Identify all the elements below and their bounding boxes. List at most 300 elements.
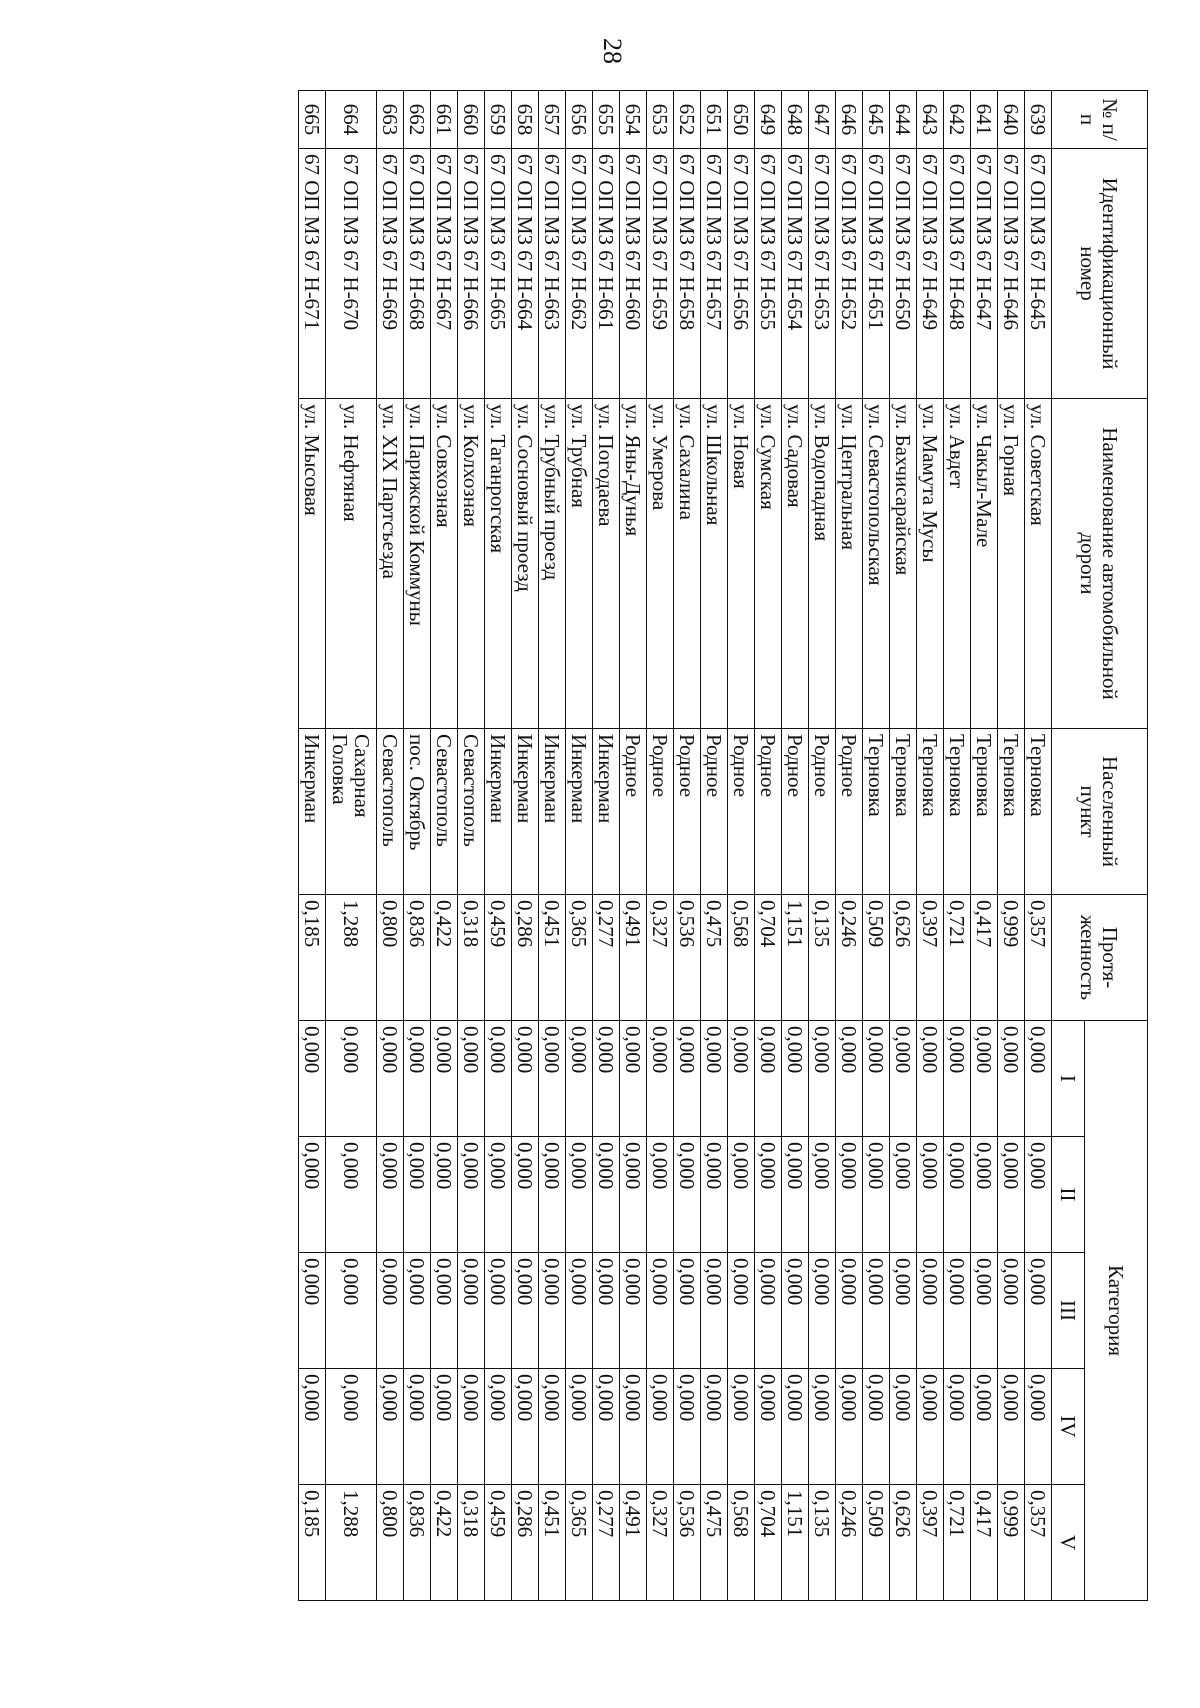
cell-cat-4: 0,000 bbox=[620, 1369, 647, 1485]
cell-length: 0,451 bbox=[539, 895, 566, 1021]
cell-id: 67 ОП МЗ 67 Н-668 bbox=[404, 149, 431, 399]
cell-place: Родное bbox=[782, 729, 809, 895]
cell-cat-3: 0,000 bbox=[404, 1253, 431, 1369]
cell-place: Терновка bbox=[971, 729, 998, 895]
cell-road-name: ул. Садовая bbox=[782, 399, 809, 729]
cell-road-name: ул. Центральная bbox=[836, 399, 863, 729]
cell-cat-5: 0,327 bbox=[647, 1485, 674, 1601]
page-number: 28 bbox=[598, 38, 627, 64]
cell-cat-5: 0,397 bbox=[917, 1485, 944, 1601]
cell-cat-5: 0,451 bbox=[539, 1485, 566, 1601]
cell-num: 645 bbox=[863, 91, 890, 149]
cell-num: 646 bbox=[836, 91, 863, 149]
cell-cat-1: 0,000 bbox=[431, 1021, 458, 1137]
cell-cat-4: 0,000 bbox=[512, 1369, 539, 1485]
cell-cat-5: 0,365 bbox=[566, 1485, 593, 1601]
cell-num: 659 bbox=[485, 91, 512, 149]
cell-length: 0,836 bbox=[404, 895, 431, 1021]
cell-cat-4: 0,000 bbox=[863, 1369, 890, 1485]
cell-num: 640 bbox=[998, 91, 1025, 149]
cell-cat-2: 0,000 bbox=[458, 1137, 485, 1253]
cell-cat-4: 0,000 bbox=[998, 1369, 1025, 1485]
cell-place: Инкерман bbox=[485, 729, 512, 895]
cell-cat-5: 0,277 bbox=[593, 1485, 620, 1601]
cell-cat-4: 0,000 bbox=[326, 1369, 377, 1485]
cell-cat-2: 0,000 bbox=[971, 1137, 998, 1253]
cell-cat-1: 0,000 bbox=[458, 1021, 485, 1137]
cell-cat-2: 0,000 bbox=[566, 1137, 593, 1253]
cell-place: Терновка bbox=[1025, 729, 1052, 895]
cell-place: Терновка bbox=[917, 729, 944, 895]
cell-cat-4: 0,000 bbox=[593, 1369, 620, 1485]
cell-road-name: ул. Трубный проезд bbox=[539, 399, 566, 729]
cell-cat-5: 0,836 bbox=[404, 1485, 431, 1601]
cell-cat-1: 0,000 bbox=[299, 1021, 326, 1137]
cell-place: Севастополь bbox=[431, 729, 458, 895]
cell-place: Инкерман bbox=[512, 729, 539, 895]
cell-cat-3: 0,000 bbox=[944, 1253, 971, 1369]
cell-length: 0,135 bbox=[809, 895, 836, 1021]
cell-num: 651 bbox=[701, 91, 728, 149]
cell-place: Инкерман bbox=[299, 729, 326, 895]
cell-cat-2: 0,000 bbox=[377, 1137, 404, 1253]
cell-cat-4: 0,000 bbox=[755, 1369, 782, 1485]
cell-num: 665 bbox=[299, 91, 326, 149]
cell-cat-4: 0,000 bbox=[404, 1369, 431, 1485]
cell-road-name: ул. XIX Партсъезда bbox=[377, 399, 404, 729]
cell-cat-4: 0,000 bbox=[566, 1369, 593, 1485]
header-id: Идентификационный номер bbox=[1052, 149, 1148, 399]
cell-num: 649 bbox=[755, 91, 782, 149]
cell-cat-2: 0,000 bbox=[512, 1137, 539, 1253]
cell-cat-4: 0,000 bbox=[728, 1369, 755, 1485]
cell-num: 641 bbox=[971, 91, 998, 149]
table-row bbox=[485, 91, 512, 1601]
cell-cat-2: 0,000 bbox=[998, 1137, 1025, 1253]
cell-cat-1: 0,000 bbox=[971, 1021, 998, 1137]
cell-cat-4: 0,000 bbox=[647, 1369, 674, 1485]
cell-road-name: ул. Умерова bbox=[647, 399, 674, 729]
cell-cat-4: 0,000 bbox=[299, 1369, 326, 1485]
cell-cat-1: 0,000 bbox=[944, 1021, 971, 1137]
cell-cat-2: 0,000 bbox=[674, 1137, 701, 1253]
cell-cat-1: 0,000 bbox=[512, 1021, 539, 1137]
cell-cat-5: 0,422 bbox=[431, 1485, 458, 1601]
cell-num: 644 bbox=[890, 91, 917, 149]
roads-table bbox=[298, 90, 1148, 1601]
cell-cat-4: 0,000 bbox=[971, 1369, 998, 1485]
cell-length: 0,491 bbox=[620, 895, 647, 1021]
cell-cat-1: 0,000 bbox=[998, 1021, 1025, 1137]
cell-cat-4: 0,000 bbox=[377, 1369, 404, 1485]
cell-place: Сахарная Головка bbox=[326, 729, 377, 895]
cell-length: 0,417 bbox=[971, 895, 998, 1021]
rotated-table-container bbox=[193, 90, 1148, 1600]
cell-cat-1: 0,000 bbox=[917, 1021, 944, 1137]
cell-cat-4: 0,000 bbox=[944, 1369, 971, 1485]
header-cat-4: IV bbox=[1052, 1369, 1085, 1485]
cell-cat-4: 0,000 bbox=[674, 1369, 701, 1485]
cell-road-name: ул. Авдет bbox=[944, 399, 971, 729]
cell-place: пос. Октябрь bbox=[404, 729, 431, 895]
cell-length: 0,509 bbox=[863, 895, 890, 1021]
cell-cat-1: 0,000 bbox=[728, 1021, 755, 1137]
cell-cat-3: 0,000 bbox=[593, 1253, 620, 1369]
table-row bbox=[326, 91, 377, 1601]
cell-road-name: ул. Яны-Дунья bbox=[620, 399, 647, 729]
cell-cat-3: 0,000 bbox=[566, 1253, 593, 1369]
cell-cat-3: 0,000 bbox=[377, 1253, 404, 1369]
cell-num: 661 bbox=[431, 91, 458, 149]
cell-num: 650 bbox=[728, 91, 755, 149]
cell-place: Севастополь bbox=[458, 729, 485, 895]
header-length: Протя- женность bbox=[1052, 895, 1148, 1021]
cell-cat-2: 0,000 bbox=[917, 1137, 944, 1253]
cell-cat-1: 0,000 bbox=[566, 1021, 593, 1137]
table-row bbox=[890, 91, 917, 1601]
table-body bbox=[299, 91, 1052, 1601]
cell-length: 0,318 bbox=[458, 895, 485, 1021]
cell-id: 67 ОП МЗ 67 Н-665 bbox=[485, 149, 512, 399]
cell-cat-2: 0,000 bbox=[782, 1137, 809, 1253]
cell-cat-1: 0,000 bbox=[404, 1021, 431, 1137]
cell-cat-4: 0,000 bbox=[782, 1369, 809, 1485]
cell-cat-4: 0,000 bbox=[917, 1369, 944, 1485]
cell-cat-3: 0,000 bbox=[620, 1253, 647, 1369]
cell-length: 0,475 bbox=[701, 895, 728, 1021]
cell-cat-5: 0,475 bbox=[701, 1485, 728, 1601]
cell-cat-3: 0,000 bbox=[998, 1253, 1025, 1369]
cell-cat-3: 0,000 bbox=[782, 1253, 809, 1369]
cell-id: 67 ОП МЗ 67 Н-664 bbox=[512, 149, 539, 399]
cell-cat-4: 0,000 bbox=[485, 1369, 512, 1485]
cell-cat-1: 0,000 bbox=[485, 1021, 512, 1137]
table-row bbox=[998, 91, 1025, 1601]
cell-place: Родное bbox=[620, 729, 647, 895]
cell-road-name: ул. Мысовая bbox=[299, 399, 326, 729]
cell-cat-3: 0,000 bbox=[971, 1253, 998, 1369]
cell-cat-2: 0,000 bbox=[809, 1137, 836, 1253]
header-cat-5: V bbox=[1052, 1485, 1085, 1601]
cell-cat-2: 0,000 bbox=[539, 1137, 566, 1253]
header-cat-3: III bbox=[1052, 1253, 1085, 1369]
cell-cat-2: 0,000 bbox=[944, 1137, 971, 1253]
table-row bbox=[809, 91, 836, 1601]
cell-cat-2: 0,000 bbox=[620, 1137, 647, 1253]
cell-cat-2: 0,000 bbox=[728, 1137, 755, 1253]
cell-num: 656 bbox=[566, 91, 593, 149]
cell-cat-1: 0,000 bbox=[377, 1021, 404, 1137]
cell-cat-3: 0,000 bbox=[809, 1253, 836, 1369]
cell-place: Инкерман bbox=[566, 729, 593, 895]
cell-road-name: ул. Чакыл-Мале bbox=[971, 399, 998, 729]
table-row bbox=[404, 91, 431, 1601]
cell-cat-1: 0,000 bbox=[755, 1021, 782, 1137]
cell-cat-2: 0,000 bbox=[593, 1137, 620, 1253]
cell-place: Инкерман bbox=[539, 729, 566, 895]
table-row bbox=[299, 91, 326, 1601]
cell-road-name: ул. Севастопольская bbox=[863, 399, 890, 729]
cell-num: 662 bbox=[404, 91, 431, 149]
cell-id: 67 ОП МЗ 67 Н-669 bbox=[377, 149, 404, 399]
cell-cat-3: 0,000 bbox=[1025, 1253, 1052, 1369]
cell-cat-5: 0,286 bbox=[512, 1485, 539, 1601]
table-row bbox=[944, 91, 971, 1601]
cell-road-name: ул. Сосновый проезд bbox=[512, 399, 539, 729]
cell-id: 67 ОП МЗ 67 Н-648 bbox=[944, 149, 971, 399]
table-row bbox=[701, 91, 728, 1601]
cell-length: 0,704 bbox=[755, 895, 782, 1021]
cell-place: Родное bbox=[647, 729, 674, 895]
cell-id: 67 ОП МЗ 67 Н-662 bbox=[566, 149, 593, 399]
cell-road-name: ул. Советская bbox=[1025, 399, 1052, 729]
cell-cat-1: 0,000 bbox=[782, 1021, 809, 1137]
table-row bbox=[971, 91, 998, 1601]
cell-cat-2: 0,000 bbox=[299, 1137, 326, 1253]
table-row bbox=[620, 91, 647, 1601]
cell-cat-5: 0,357 bbox=[1025, 1485, 1052, 1601]
cell-cat-3: 0,000 bbox=[701, 1253, 728, 1369]
cell-cat-3: 0,000 bbox=[539, 1253, 566, 1369]
cell-cat-1: 0,000 bbox=[539, 1021, 566, 1137]
header-num: № п/п bbox=[1052, 91, 1148, 149]
cell-place: Терновка bbox=[863, 729, 890, 895]
cell-num: 643 bbox=[917, 91, 944, 149]
cell-cat-5: 0,999 bbox=[998, 1485, 1025, 1601]
cell-length: 0,459 bbox=[485, 895, 512, 1021]
cell-cat-5: 0,721 bbox=[944, 1485, 971, 1601]
cell-cat-3: 0,000 bbox=[755, 1253, 782, 1369]
cell-length: 0,422 bbox=[431, 895, 458, 1021]
cell-cat-3: 0,000 bbox=[485, 1253, 512, 1369]
cell-length: 0,626 bbox=[890, 895, 917, 1021]
cell-cat-1: 0,000 bbox=[326, 1021, 377, 1137]
cell-road-name: ул. Погодаева bbox=[593, 399, 620, 729]
cell-id: 67 ОП МЗ 67 Н-652 bbox=[836, 149, 863, 399]
table-row bbox=[593, 91, 620, 1601]
cell-length: 0,357 bbox=[1025, 895, 1052, 1021]
cell-cat-4: 0,000 bbox=[836, 1369, 863, 1485]
cell-cat-4: 0,000 bbox=[809, 1369, 836, 1485]
cell-id: 67 ОП МЗ 67 Н-659 bbox=[647, 149, 674, 399]
cell-cat-1: 0,000 bbox=[836, 1021, 863, 1137]
cell-num: 658 bbox=[512, 91, 539, 149]
cell-cat-2: 0,000 bbox=[404, 1137, 431, 1253]
cell-id: 67 ОП МЗ 67 Н-666 bbox=[458, 149, 485, 399]
cell-cat-3: 0,000 bbox=[326, 1253, 377, 1369]
cell-road-name: ул. Водопадная bbox=[809, 399, 836, 729]
cell-road-name: ул. Бахчисарайская bbox=[890, 399, 917, 729]
cell-cat-5: 1,151 bbox=[782, 1485, 809, 1601]
table-row bbox=[1025, 91, 1052, 1601]
cell-id: 67 ОП МЗ 67 Н-671 bbox=[299, 149, 326, 399]
cell-length: 0,286 bbox=[512, 895, 539, 1021]
cell-cat-1: 0,000 bbox=[1025, 1021, 1052, 1137]
cell-id: 67 ОП МЗ 67 Н-657 bbox=[701, 149, 728, 399]
cell-id: 67 ОП МЗ 67 Н-661 bbox=[593, 149, 620, 399]
cell-cat-2: 0,000 bbox=[863, 1137, 890, 1253]
cell-cat-5: 0,459 bbox=[485, 1485, 512, 1601]
cell-cat-5: 0,246 bbox=[836, 1485, 863, 1601]
table-row bbox=[728, 91, 755, 1601]
cell-road-name: ул. Сахалина bbox=[674, 399, 701, 729]
cell-road-name: ул. Сумская bbox=[755, 399, 782, 729]
cell-cat-2: 0,000 bbox=[1025, 1137, 1052, 1253]
cell-cat-5: 0,185 bbox=[299, 1485, 326, 1601]
cell-place: Родное bbox=[674, 729, 701, 895]
cell-cat-2: 0,000 bbox=[485, 1137, 512, 1253]
cell-length: 0,327 bbox=[647, 895, 674, 1021]
cell-cat-1: 0,000 bbox=[674, 1021, 701, 1137]
cell-road-name: ул. Новая bbox=[728, 399, 755, 729]
cell-id: 67 ОП МЗ 67 Н-653 bbox=[809, 149, 836, 399]
cell-cat-1: 0,000 bbox=[701, 1021, 728, 1137]
cell-cat-2: 0,000 bbox=[755, 1137, 782, 1253]
cell-num: 663 bbox=[377, 91, 404, 149]
cell-cat-3: 0,000 bbox=[512, 1253, 539, 1369]
cell-cat-4: 0,000 bbox=[890, 1369, 917, 1485]
cell-length: 0,277 bbox=[593, 895, 620, 1021]
cell-id: 67 ОП МЗ 67 Н-651 bbox=[863, 149, 890, 399]
cell-id: 67 ОП МЗ 67 Н-658 bbox=[674, 149, 701, 399]
cell-cat-5: 0,800 bbox=[377, 1485, 404, 1601]
table-row bbox=[917, 91, 944, 1601]
cell-cat-3: 0,000 bbox=[917, 1253, 944, 1369]
cell-id: 67 ОП МЗ 67 Н-663 bbox=[539, 149, 566, 399]
cell-place: Родное bbox=[836, 729, 863, 895]
cell-cat-2: 0,000 bbox=[647, 1137, 674, 1253]
table-row bbox=[377, 91, 404, 1601]
cell-num: 653 bbox=[647, 91, 674, 149]
cell-length: 0,246 bbox=[836, 895, 863, 1021]
cell-num: 648 bbox=[782, 91, 809, 149]
cell-length: 0,185 bbox=[299, 895, 326, 1021]
cell-cat-5: 0,135 bbox=[809, 1485, 836, 1601]
cell-num: 642 bbox=[944, 91, 971, 149]
cell-num: 639 bbox=[1025, 91, 1052, 149]
table-row bbox=[836, 91, 863, 1601]
header-cat-2: II bbox=[1052, 1137, 1085, 1253]
cell-cat-1: 0,000 bbox=[890, 1021, 917, 1137]
cell-cat-3: 0,000 bbox=[863, 1253, 890, 1369]
table-row bbox=[458, 91, 485, 1601]
cell-cat-5: 0,509 bbox=[863, 1485, 890, 1601]
cell-cat-1: 0,000 bbox=[809, 1021, 836, 1137]
cell-cat-2: 0,000 bbox=[890, 1137, 917, 1253]
cell-cat-3: 0,000 bbox=[458, 1253, 485, 1369]
cell-cat-1: 0,000 bbox=[647, 1021, 674, 1137]
header-cat-1: I bbox=[1052, 1021, 1085, 1137]
table-row bbox=[566, 91, 593, 1601]
cell-cat-3: 0,000 bbox=[431, 1253, 458, 1369]
cell-num: 654 bbox=[620, 91, 647, 149]
cell-cat-5: 0,568 bbox=[728, 1485, 755, 1601]
cell-place: Родное bbox=[809, 729, 836, 895]
cell-cat-5: 0,417 bbox=[971, 1485, 998, 1601]
cell-cat-3: 0,000 bbox=[890, 1253, 917, 1369]
cell-road-name: ул. Трубная bbox=[566, 399, 593, 729]
cell-place: Севастополь bbox=[377, 729, 404, 895]
cell-num: 652 bbox=[674, 91, 701, 149]
cell-cat-2: 0,000 bbox=[431, 1137, 458, 1253]
cell-id: 67 ОП МЗ 67 Н-646 bbox=[998, 149, 1025, 399]
header-category: Категория bbox=[1085, 1021, 1148, 1601]
cell-length: 0,800 bbox=[377, 895, 404, 1021]
cell-cat-5: 0,626 bbox=[890, 1485, 917, 1601]
cell-cat-1: 0,000 bbox=[593, 1021, 620, 1137]
cell-cat-2: 0,000 bbox=[326, 1137, 377, 1253]
cell-cat-5: 0,491 bbox=[620, 1485, 647, 1601]
cell-length: 1,288 bbox=[326, 895, 377, 1021]
cell-road-name: ул. Парижской Коммуны bbox=[404, 399, 431, 729]
cell-id: 67 ОП МЗ 67 Н-645 bbox=[1025, 149, 1052, 399]
cell-place: Терновка bbox=[998, 729, 1025, 895]
cell-place: Инкерман bbox=[593, 729, 620, 895]
cell-num: 657 bbox=[539, 91, 566, 149]
cell-cat-4: 0,000 bbox=[1025, 1369, 1052, 1485]
cell-length: 1,151 bbox=[782, 895, 809, 1021]
cell-id: 67 ОП МЗ 67 Н-670 bbox=[326, 149, 377, 399]
cell-cat-5: 1,288 bbox=[326, 1485, 377, 1601]
cell-road-name: ул. Таганрогская bbox=[485, 399, 512, 729]
cell-cat-2: 0,000 bbox=[701, 1137, 728, 1253]
cell-cat-3: 0,000 bbox=[728, 1253, 755, 1369]
cell-length: 0,568 bbox=[728, 895, 755, 1021]
cell-place: Родное bbox=[728, 729, 755, 895]
cell-cat-3: 0,000 bbox=[299, 1253, 326, 1369]
cell-road-name: ул. Колхозная bbox=[458, 399, 485, 729]
cell-id: 67 ОП МЗ 67 Н-647 bbox=[971, 149, 998, 399]
cell-road-name: ул. Совхозная bbox=[431, 399, 458, 729]
cell-road-name: ул. Горная bbox=[998, 399, 1025, 729]
cell-id: 67 ОП МЗ 67 Н-649 bbox=[917, 149, 944, 399]
cell-id: 67 ОП МЗ 67 Н-650 bbox=[890, 149, 917, 399]
cell-cat-4: 0,000 bbox=[431, 1369, 458, 1485]
cell-cat-3: 0,000 bbox=[836, 1253, 863, 1369]
cell-id: 67 ОП МЗ 67 Н-660 bbox=[620, 149, 647, 399]
cell-id: 67 ОП МЗ 67 Н-654 bbox=[782, 149, 809, 399]
table-row bbox=[674, 91, 701, 1601]
table-row bbox=[863, 91, 890, 1601]
cell-length: 0,721 bbox=[944, 895, 971, 1021]
cell-cat-4: 0,000 bbox=[458, 1369, 485, 1485]
table-row bbox=[512, 91, 539, 1601]
table-row bbox=[431, 91, 458, 1601]
cell-id: 67 ОП МЗ 67 Н-667 bbox=[431, 149, 458, 399]
cell-place: Родное bbox=[701, 729, 728, 895]
cell-length: 0,536 bbox=[674, 895, 701, 1021]
cell-cat-4: 0,000 bbox=[539, 1369, 566, 1485]
cell-place: Терновка bbox=[890, 729, 917, 895]
header-name: Наименование автомобильной дороги bbox=[1052, 399, 1148, 729]
cell-num: 647 bbox=[809, 91, 836, 149]
cell-cat-2: 0,000 bbox=[836, 1137, 863, 1253]
header-place: Населенный пункт bbox=[1052, 729, 1148, 895]
cell-cat-3: 0,000 bbox=[674, 1253, 701, 1369]
cell-id: 67 ОП МЗ 67 Н-656 bbox=[728, 149, 755, 399]
cell-id: 67 ОП МЗ 67 Н-655 bbox=[755, 149, 782, 399]
cell-road-name: ул. Школьная bbox=[701, 399, 728, 729]
cell-cat-5: 0,318 bbox=[458, 1485, 485, 1601]
cell-place: Родное bbox=[755, 729, 782, 895]
table-row bbox=[539, 91, 566, 1601]
cell-cat-5: 0,704 bbox=[755, 1485, 782, 1601]
cell-road-name: ул. Мамута Мусы bbox=[917, 399, 944, 729]
cell-cat-1: 0,000 bbox=[620, 1021, 647, 1137]
cell-num: 664 bbox=[326, 91, 377, 149]
cell-num: 660 bbox=[458, 91, 485, 149]
table-row bbox=[782, 91, 809, 1601]
